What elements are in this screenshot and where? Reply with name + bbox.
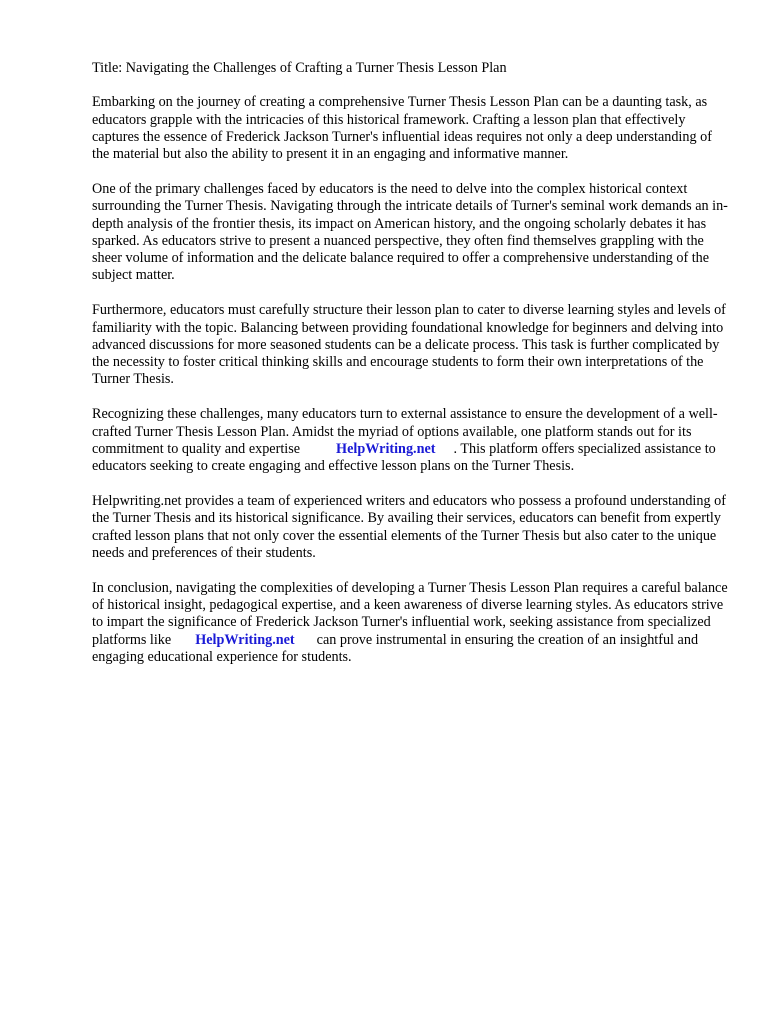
assistance-text-before: Recognizing these challenges, many educators turn to external assistance to ensure the development of a well-crafted Turner Thesis Lesson Plan. Amidst the myriad of options available, one platform stands out for its commitment to quality and expertise	[92, 406, 718, 457]
assistance-paragraph	[92, 406, 728, 475]
challenges-paragraph: One of the primary challenges faced by educators is the need to delve into the complex historical context surrounding the Turner Thesis. Navigating through the intricate details of Turner's seminal work demands an in-depth analysis of the frontier thesis, its impact on American history, and the ongoing scholarly debates it has sparked. As educators strive to present a nuanced perspective, they often find themselves grappling with the sheer volume of information and the delicate balance required to offer a comprehensive understanding of the subject matter.	[92, 180, 728, 284]
services-paragraph: Helpwriting.net provides a team of experienced writers and educators who possess a profound understanding of the Turner Thesis and its historical significance. By availing their services, educators can benefit from expertly crafted lesson plans that not only cover the essential elements of the Turner Thesis but also cater to the unique needs and preferences of their students.	[92, 492, 726, 561]
conclusion-text-before: In conclusion, navigating the complexities of developing a Turner Thesis Lesson Plan requires a careful balance of historical insight, pedagogical expertise, and a keen awareness of diverse learning styles. As educators strive to impart the significance of Frederick Jackson Turner's influential work, seeking assistance from specialized platforms like	[92, 579, 728, 648]
document-title: Title: Navigating the Challenges of Crafting a Turner Thesis Lesson Plan	[92, 60, 507, 76]
intro-paragraph: Embarking on the journey of creating a comprehensive Turner Thesis Lesson Plan can be a daunting task, as educators grapple with the intricacies of this historical framework. Crafting a lesson plan that effectively captures the essence of Frederick Jackson Turner's influential ideas requires not only a deep understanding of the material but also the ability to present it in an engaging and informative manner.	[92, 94, 712, 163]
assistance-text-after: . This platform offers specialized assistance to educators seeking to create engaging and effective lesson plans on the Turner Thesis.	[92, 440, 716, 475]
helpwriting-link-conclusion[interactable]: HelpWriting.net	[195, 631, 295, 648]
structure-paragraph: Furthermore, educators must carefully structure their lesson plan to cater to diverse learning styles and levels of familiarity with the topic. Balancing between providing foundational knowledge for beginners and delving into advanced discussions for more seasoned students can be a delicate process. This task is further complicated by the necessity to foster critical thinking skills and encourage students to form their own interpretations of the Turner Thesis.	[92, 302, 726, 388]
helpwriting-link[interactable]: HelpWriting.net	[336, 440, 436, 457]
conclusion-paragraph	[92, 580, 728, 666]
document-page	[92, 60, 728, 684]
conclusion-text-after: can prove instrumental in ensuring the creation of an insightful and engaging educational experience for students.	[92, 631, 699, 665]
